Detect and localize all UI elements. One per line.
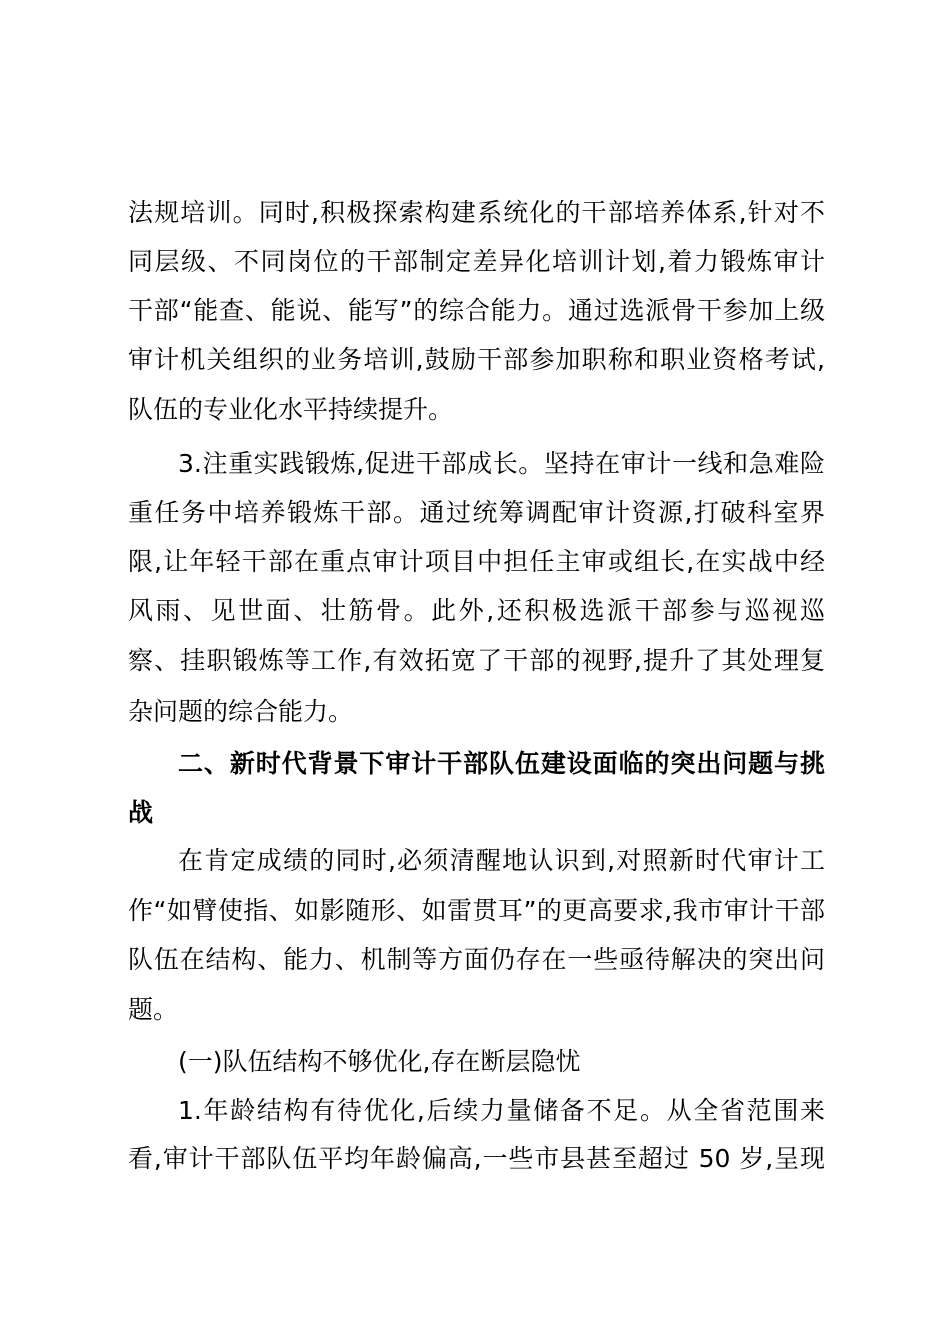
paragraph-line: 法规培训。同时,积极探索构建系统化的干部培养体系,针对不 <box>128 198 825 227</box>
paragraph-line: 作“如臂使指、如影随形、如雷贯耳”的更高要求,我市审计干部 <box>128 896 825 925</box>
paragraph-line: 题。 <box>128 995 179 1024</box>
paragraph-line: 风雨、见世面、壮筋骨。此外,还积极选派干部参与巡视巡 <box>128 596 825 625</box>
paragraph-line: 队伍在结构、能力、机制等方面仍存在一些亟待解决的突出问 <box>128 945 825 974</box>
paragraph-line: 同层级、不同岗位的干部制定差异化培训计划,着力锻炼审计 <box>128 247 825 276</box>
paragraph-line: 重任务中培养锻炼干部。通过统筹调配审计资源,打破科室界 <box>128 498 825 527</box>
paragraph-line: 限,让年轻干部在重点审计项目中担任主审或组长,在实战中经 <box>128 547 825 576</box>
paragraph-line: 1.年龄结构有待优化,后续力量储备不足。从全省范围来 <box>178 1096 825 1125</box>
paragraph-line: 杂问题的综合能力。 <box>128 697 354 726</box>
paragraph-line: 队伍的专业化水平持续提升。 <box>128 395 454 424</box>
paragraph-line: 干部“能查、能说、能写”的综合能力。通过选派骨干参加上级 <box>128 296 825 325</box>
paragraph-line: 察、挂职锻炼等工作,有效拓宽了干部的视野,提升了其处理复 <box>128 646 825 675</box>
paragraph-line: 在肯定成绩的同时,必须清醒地认识到,对照新时代审计工 <box>178 846 825 875</box>
section-heading: 战 <box>128 798 154 827</box>
paragraph-line: 3.注重实践锻炼,促进干部成长。坚持在审计一线和急难险 <box>178 449 825 478</box>
subsection-heading: (一)队伍结构不够优化,存在断层隐忧 <box>178 1047 581 1076</box>
paragraph-line: 看,审计干部队伍平均年龄偏高,一些市县甚至超过 50 岁,呈现 <box>128 1144 825 1173</box>
paragraph-line: 审计机关组织的业务培训,鼓励干部参加职称和职业资格考试, <box>128 345 825 374</box>
section-heading: 二、新时代背景下审计干部队伍建设面临的突出问题与挑 <box>178 749 825 778</box>
